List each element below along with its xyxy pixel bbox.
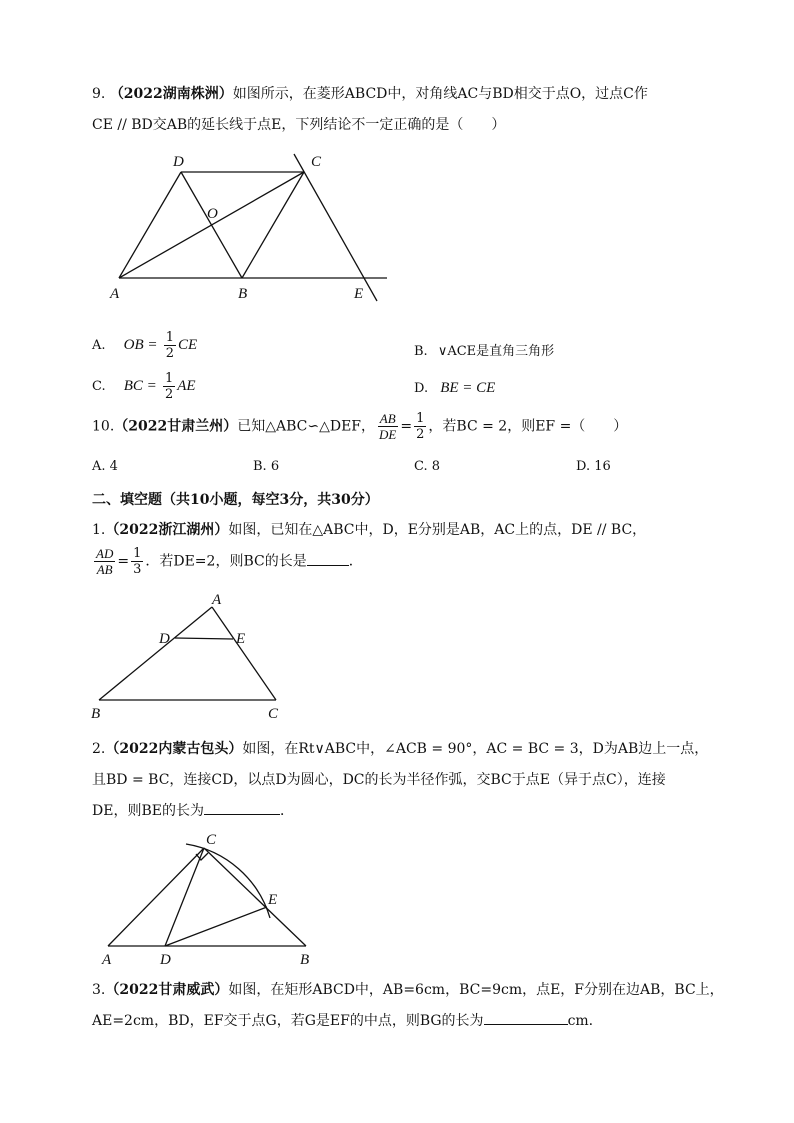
q9-option-d[interactable] xyxy=(414,380,495,397)
f2-label-e: E xyxy=(268,892,278,908)
q10-option-d[interactable]: D. 16 xyxy=(576,459,611,474)
f3-line2 xyxy=(92,1010,593,1030)
f1-fraction-value: $\frac{1}{3}$ xyxy=(133,546,142,577)
q10-line xyxy=(92,412,627,441)
q9-option-a-fraction: $\frac{1}{2}$ xyxy=(165,330,174,361)
q9-line2 xyxy=(92,114,505,134)
q9-label-b: B xyxy=(238,286,248,302)
f2-line3 xyxy=(92,800,294,820)
q9-line-ad xyxy=(119,172,181,278)
q10-text-b: ，若BC = 2，则EF =（ ） xyxy=(428,418,628,435)
q10-text-a: 已知△ABC∽△DEF， xyxy=(237,418,376,435)
q9-label-o: O xyxy=(207,206,218,222)
q9-option-c-lhs: BC = xyxy=(123,378,157,394)
q9-label-e: E xyxy=(354,286,364,302)
f1-line2-end: ． xyxy=(348,553,363,570)
q9-option-b-letter: B. xyxy=(414,344,428,359)
q10-source: （2022甘肃兰州） xyxy=(114,418,238,435)
f2-line2-text: 且BD = BC，连接CD，以点D为圆心，DC的长为半径作弧，交BC于点E（异于点C），连接 xyxy=(92,772,666,788)
q10-equals: = xyxy=(400,418,413,435)
f2-line-cd xyxy=(165,848,204,946)
q10-option-a[interactable]: A. 4 xyxy=(92,459,118,474)
f1-label-e: E xyxy=(236,631,246,647)
q9-diagonal-bd xyxy=(181,172,242,278)
q9-option-a-lhs: OB = xyxy=(123,337,158,353)
f1-label-d: D xyxy=(159,631,170,647)
q9-option-c[interactable] xyxy=(92,372,196,401)
q9-option-a-letter: A. xyxy=(92,338,106,353)
q9-line1-text: 如图所示，在菱形ABCD中，对角线AC与BD相交于点O，过点C作 xyxy=(232,86,648,102)
f1-line1 xyxy=(92,519,646,539)
q10-option-c[interactable]: C. 8 xyxy=(414,459,441,474)
q9-line1 xyxy=(92,83,648,103)
f2-label-b: B xyxy=(300,952,310,968)
q9-line2-text: CE // BD交AB的延长线于点E，下列结论不一定正确的是（ ） xyxy=(92,117,506,133)
f1-line-ab xyxy=(99,607,212,700)
q9-option-d-letter: D. xyxy=(414,381,429,396)
f1-equals: = xyxy=(117,553,130,570)
f1-line-de xyxy=(175,638,233,639)
f2-line2 xyxy=(92,769,666,789)
f1-answer-blank[interactable] xyxy=(307,551,349,566)
f1-triangle-figure xyxy=(88,592,288,722)
q9-line-cb xyxy=(242,172,304,278)
q9-label-c: C xyxy=(311,154,322,170)
f2-source: （2022内蒙古包头） xyxy=(105,741,243,757)
f2-label-c: C xyxy=(206,832,217,848)
f2-label-a: A xyxy=(102,952,112,968)
f1-fraction-ratio: $\frac{AD}{AB}$ xyxy=(96,546,114,577)
q10-number: 10. xyxy=(92,418,115,435)
section2-title: 二、填空题（共10小题，每空3分，共30分） xyxy=(92,492,379,508)
f3-line1 xyxy=(92,979,724,999)
q9-source: （2022湖南株洲） xyxy=(109,86,233,102)
q9-option-b[interactable] xyxy=(414,340,554,359)
q9-rhombus-figure xyxy=(100,148,400,308)
f1-label-c: C xyxy=(268,706,279,722)
q9-option-c-fraction: $\frac{1}{2}$ xyxy=(164,371,174,402)
q9-option-a[interactable] xyxy=(92,331,197,360)
q9-option-c-rhs: AE xyxy=(177,378,196,394)
q10-fraction-ratio: $\frac{AB}{DE}$ xyxy=(379,411,397,442)
q10-fraction-value: $\frac{1}{2}$ xyxy=(416,411,425,442)
q9-option-b-text: ∨ACE是直角三角形 xyxy=(437,344,555,359)
f3-line2-text: AE=2cm，BD，EF交于点G，若G是EF的中点，则BG的长为 xyxy=(92,1013,484,1029)
f1-label-a: A xyxy=(212,592,222,608)
f2-triangle-figure xyxy=(96,826,326,968)
f2-line-ac xyxy=(108,848,204,946)
f2-line1 xyxy=(92,738,708,758)
f1-label-b: B xyxy=(91,706,101,722)
f1-source: （2022浙江湖州） xyxy=(105,522,229,538)
f1-number: 1. xyxy=(92,522,106,538)
f2-number: 2. xyxy=(92,741,106,757)
f2-arc xyxy=(186,844,270,918)
f3-line2-end: cm. xyxy=(567,1013,594,1029)
f3-source: （2022甘肃威武） xyxy=(105,982,229,998)
f2-line-de xyxy=(165,907,267,946)
q9-number: 9. xyxy=(92,86,106,102)
q9-label-d: D xyxy=(173,154,184,170)
f2-answer-blank[interactable] xyxy=(204,800,280,815)
f1-line-ac xyxy=(212,607,276,700)
q9-option-d-text: BE = CE xyxy=(440,380,496,396)
q9-option-a-rhs: CE xyxy=(177,337,198,353)
f3-line1-text: 如图，在矩形ABCD中，AB=6cm，BC=9cm，点E，F分别在边AB，BC上， xyxy=(228,982,724,998)
f2-line3-end: ． xyxy=(279,803,294,819)
f1-line2 xyxy=(92,547,363,576)
f2-line3-text: DE，则BE的长为 xyxy=(92,803,204,819)
f2-line1-text: 如图，在Rt∨ABC中，∠ACB = 90°，AC = BC = 3，D为AB边上一点， xyxy=(242,741,709,757)
q9-option-c-letter: C. xyxy=(92,379,106,394)
f2-label-d: D xyxy=(160,952,171,968)
q9-label-a: A xyxy=(110,286,120,302)
f1-line1-text: 如图，已知在△ABC中，D，E分别是AB，AC上的点，DE // BC， xyxy=(228,522,647,538)
q10-option-b[interactable]: B. 6 xyxy=(253,459,280,474)
f2-line-cb xyxy=(204,848,306,946)
q9-line-ce xyxy=(294,154,377,301)
f1-line2-text: ．若DE=2，则BC的长是 xyxy=(145,553,307,570)
f3-number: 3. xyxy=(92,982,106,998)
f3-answer-blank[interactable] xyxy=(484,1010,568,1025)
